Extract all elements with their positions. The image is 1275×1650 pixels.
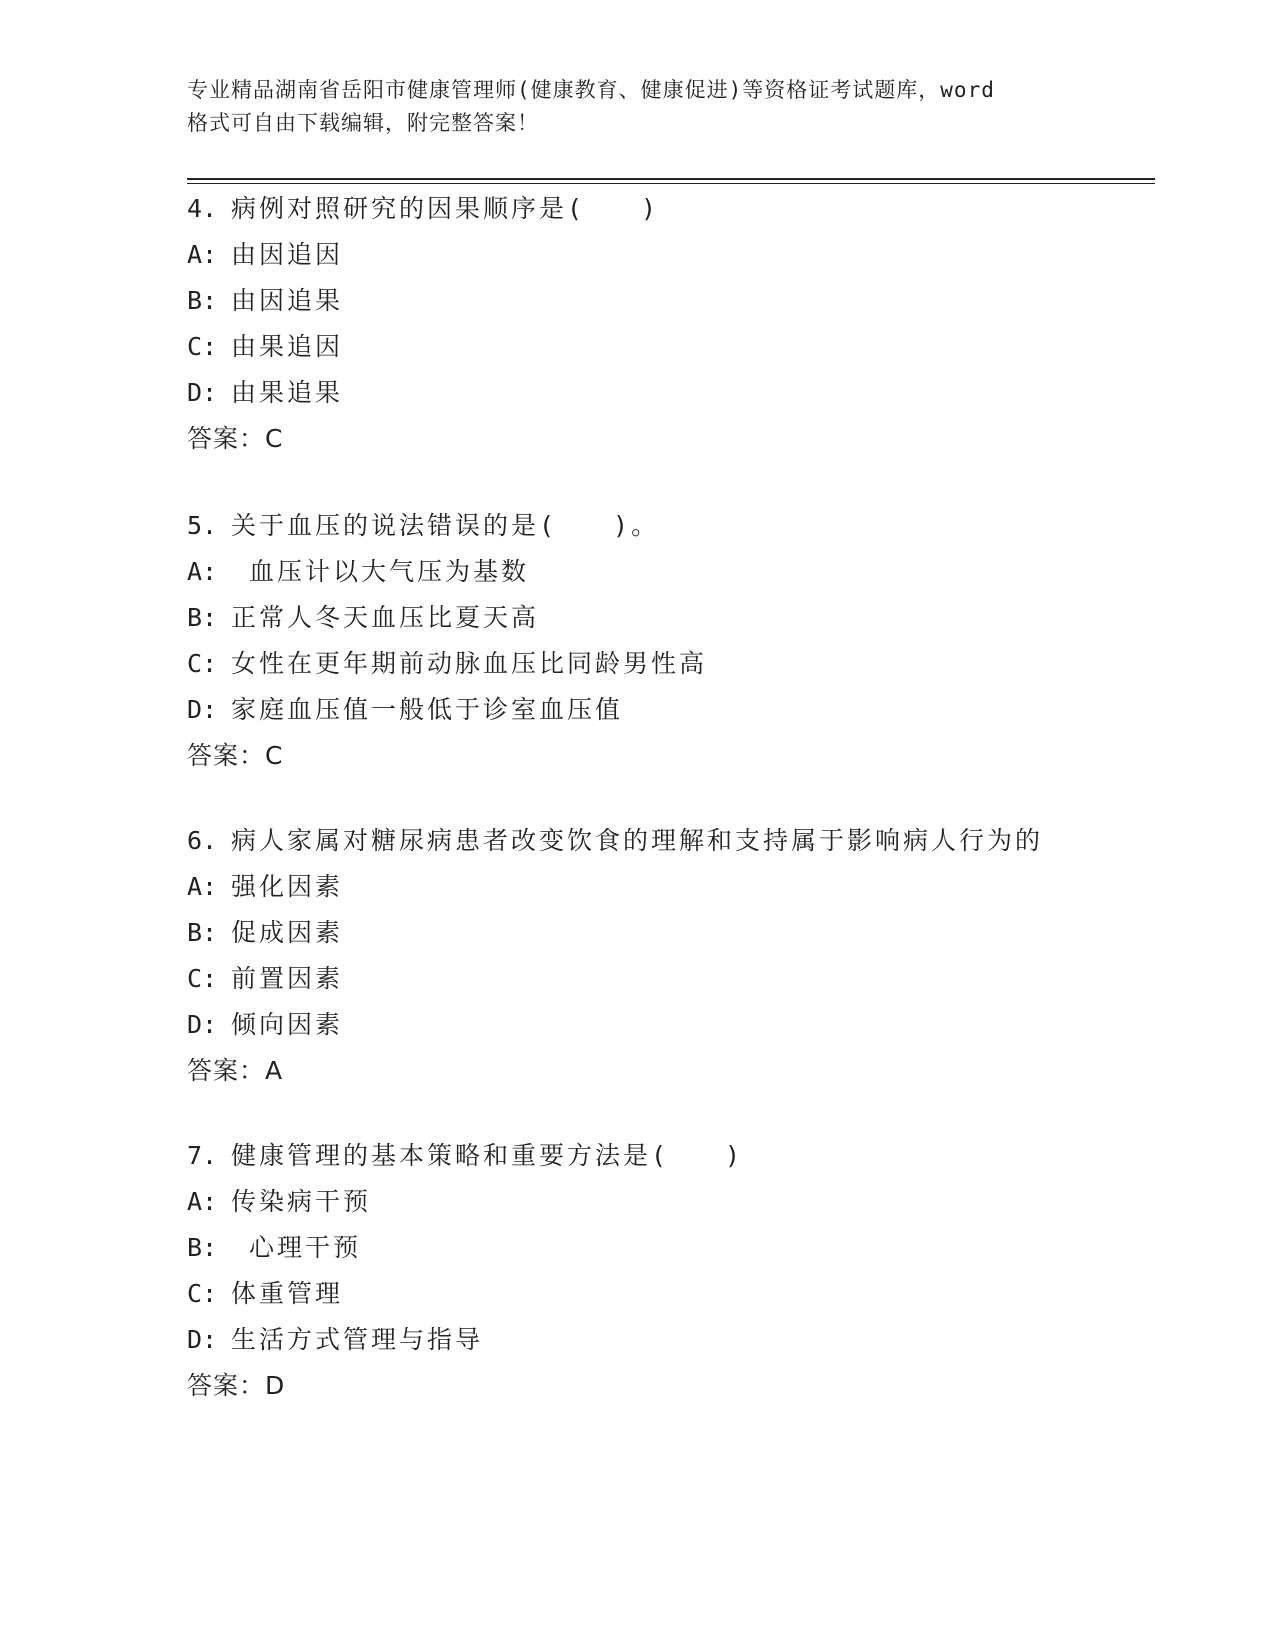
question-stem [187,818,1137,864]
option-text: 生活方式管理与指导 [231,1325,484,1354]
option-key: B: [187,603,218,632]
question-number: 5. [187,511,218,540]
option-text: 促成因素 [231,918,344,947]
option-d [187,1002,1137,1048]
option-text: 心理干预 [231,1233,362,1262]
option-a [187,549,1137,595]
option-key: A: [187,557,218,586]
option-text: 女性在更年期前动脉血压比同龄男性高 [231,649,708,678]
question-text: 健康管理的基本策略和重要方法是( ) [231,1141,744,1170]
option-a [187,864,1137,910]
option-key: A: [187,872,218,901]
option-key: B: [187,918,218,947]
question-text: 病人家属对糖尿病患者改变饮食的理解和支持属于影响病人行为的 [231,826,1044,855]
option-key: C: [187,332,218,361]
option-d [187,1317,1137,1363]
answer: 答案：C [187,424,284,453]
option-text: 前置因素 [231,964,344,993]
option-text: 体重管理 [231,1279,344,1308]
question-number: 4. [187,194,218,223]
option-key: B: [187,286,218,315]
option-text: 由因追因 [231,240,344,269]
option-text: 家庭血压值一般低于诊室血压值 [231,695,624,724]
option-b [187,910,1137,956]
option-c [187,956,1137,1002]
question-text: 病例对照研究的因果顺序是( ) [231,194,660,223]
option-d [187,687,1137,733]
option-c [187,641,1137,687]
header-divider [187,178,1155,180]
answer: 答案：D [187,1371,286,1400]
document-header [187,74,1087,140]
question-text: 关于血压的说法错误的是( )。 [231,511,660,540]
question-number: 7. [187,1141,218,1170]
option-key: C: [187,1279,218,1308]
option-key: C: [187,964,218,993]
question-stem [187,1133,1137,1179]
option-key: B: [187,1233,218,1262]
option-a [187,1179,1137,1225]
option-d [187,370,1137,416]
option-a [187,232,1137,278]
option-b [187,278,1137,324]
option-key: D: [187,378,218,407]
option-text: 血压计以大气压为基数 [231,557,530,586]
option-text: 由果追果 [231,378,344,407]
option-text: 强化因素 [231,872,344,901]
option-text: 正常人冬天血压比夏天高 [231,603,540,632]
option-b [187,1225,1137,1271]
option-text: 传染病干预 [231,1187,372,1216]
option-key: A: [187,240,218,269]
option-text: 由因追果 [231,286,344,315]
option-key: C: [187,649,218,678]
option-b [187,595,1137,641]
option-c [187,1271,1137,1317]
question-7 [187,1133,1137,1409]
option-key: D: [187,1325,218,1354]
option-text: 倾向因素 [231,1010,344,1039]
header-line-1: 专业精品湖南省岳阳市健康管理师(健康教育、健康促进)等资格证考试题库，word [187,78,995,102]
question-number: 6. [187,826,218,855]
question-4 [187,186,1137,462]
question-6 [187,818,1137,1094]
header-divider-thin [187,183,1155,184]
option-key: A: [187,1187,218,1216]
header-line-2: 格式可自由下载编辑，附完整答案！ [187,111,539,135]
option-key: D: [187,695,218,724]
question-stem [187,503,1137,549]
option-key: D: [187,1010,218,1039]
question-5 [187,503,1137,779]
option-text: 由果追因 [231,332,344,361]
answer: 答案：C [187,741,284,770]
option-c [187,324,1137,370]
question-stem [187,186,1137,232]
answer: 答案：A [187,1056,284,1085]
